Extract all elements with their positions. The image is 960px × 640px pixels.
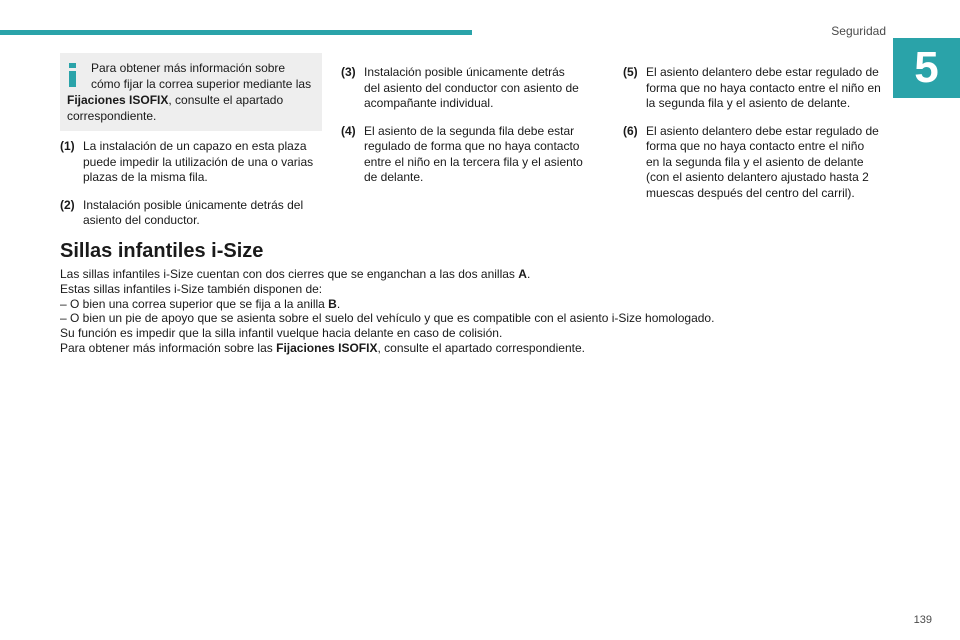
notes-column-2 [341,65,591,198]
note-item: (4) El asiento de la segunda fila debe estar regulado de forma que no haya contacto entre el niño en la tercera fila y el asiento de delante. [341,123,583,184]
body-paragraph: Las sillas infantiles i-Size cuentan con dos cierres que se enganchan a las dos anillas A. [60,267,531,281]
note-number: (6) [623,123,638,138]
body-list-item: – O bien una correa superior que se fija a la anilla B. [60,296,341,311]
notes-column-1 [60,139,322,241]
chapter-number-badge: 5 [893,38,960,98]
body-paragraph: Para obtener más información sobre las Fijaciones ISOFIX, consulte el apartado correspondiente. [60,340,585,355]
note-item: (2) Instalación posible únicamente detrás del asiento del conductor. [60,197,304,227]
body-paragraph: Estas sillas infantiles i-Size también disponen de: [60,281,323,296]
note-number: (4) [341,123,356,138]
note-item: (3) Instalación posible únicamente detrás del asiento del conductor con asiento de acompañante individual. [341,65,579,110]
info-text: Para obtener más información sobre cómo fijar la correa superior mediante las Fijaciones ISOFIX, consulte el apartado correspondiente. [67,61,312,123]
info-box [60,53,322,131]
note-number: (2) [60,197,75,212]
notes-column-3 [623,65,888,213]
page-number: 139 [913,614,932,626]
section-body [60,267,880,356]
section-title: Seguridad [831,24,886,38]
body-list-item: – O bien un pie de apoyo que se asienta sobre el suelo del vehículo y que es compatible con el asiento i-Size homologado. [60,311,715,326]
note-item: (6) El asiento delantero debe estar regulado de forma que no haya contacto entre el niño en la segunda fila y el asiento de delante (con el asiento delantero ajustado hasta 2 muescas después del centro del carril). [623,123,879,200]
body-paragraph: Su función es impedir que la silla infantil vuelque hacia delante en caso de colisión. [60,326,503,341]
note-item: (1) La instalación de un capazo en esta plaza puede impedir la utilización de una o varias plazas de la misma fila. [60,139,314,184]
note-number: (5) [623,65,638,79]
note-number: (3) [341,65,356,79]
header-accent-bar [0,30,472,35]
section-heading: Sillas infantiles i-Size [60,240,264,262]
note-number: (1) [60,139,75,153]
note-item: (5) El asiento delantero debe estar regulado de forma que no haya contacto entre el niño en la segunda fila y el asiento de delante. [623,65,881,110]
